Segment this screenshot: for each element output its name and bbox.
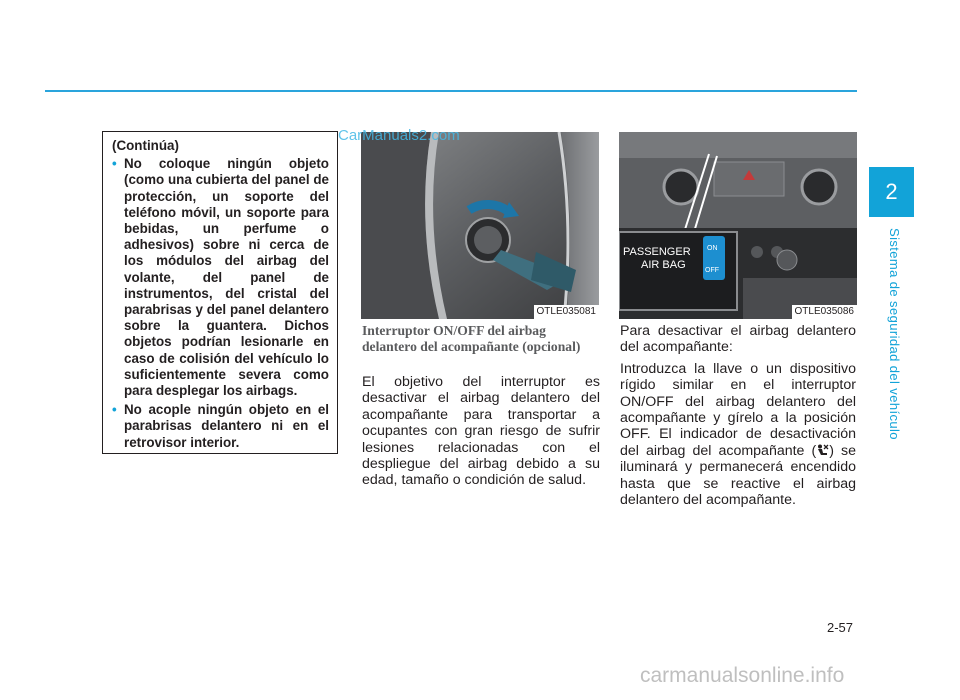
chapter-number-tab: 2 [869,167,914,217]
warning-list [112,156,329,451]
off-label: OFF [705,267,719,274]
paragraph: Para desactivar el airbag delantero del acompañante: [620,323,856,356]
dashboard-illustration [619,132,857,319]
passenger-label: PASSENGER [623,246,691,258]
warning-bullet-2 [112,402,329,451]
warning-bullet-1 [112,156,329,399]
chapter-title: Sistema de seguridad del vehículo [887,228,902,440]
page-number: 2-57 [827,620,854,635]
figure-code: OTLE035086 [792,305,858,319]
airbag-label: AIR BAG [641,259,686,271]
right-column-text [620,323,856,513]
figure-airbag-switch-key [361,132,599,319]
warning-text: No acople ningún objeto en el parabrisas delantero ni en el retrovisor interior. [124,402,329,450]
paragraph: El objetivo del interruptor es desactivar el airbag delantero del acompañante para transportar a ocupantes con gran riesgo de sufrir lesiones relacionadas con el despliegue del airbag debido a su edad, tamaño o condición de salud. [362,374,600,489]
paragraph-text: ) se iluminará y permanecerá encendido hasta que se reactive el airbag delantero del acompañante. [620,442,856,509]
continued-label: (Continúa) [112,138,179,153]
section-heading: Interruptor ON/OFF del airbag delantero del acompañante (opcional) [362,323,581,354]
bullet-icon: • [112,156,117,172]
on-label: ON [707,245,718,252]
paragraph-text: Introduzca la llave o un dispositivo rígido similar en el interruptor ON/OFF del airbag delantero del acompañante y gírelo a la posición OFF. El indicador de desactivación del airbag del acompañante ( [620,360,856,459]
bullet-icon: • [112,402,117,418]
warning-box [102,131,338,454]
watermark-top: CarManuals2.com [338,127,460,144]
figure-passenger-airbag-indicator [619,132,857,319]
airbag-off-indicator-icon [816,444,829,457]
warning-text: No coloque ningún objeto (como una cubierta del panel de protección, un soporte del teléfono móvil, un soporte para bebidas, un perfume o adhesivos) sobre ni cerca de los módulos del airbag del volante, del panel de instrumentos, del cristal del parabrisas y del panel delantero sobre la guantera. Dichos objetos podrían lesionarle en caso de colisión del vehículo lo suficientemente severa como para desplegar los airbags. [124,156,329,399]
watermark-bottom: carmanualsonline.info [640,664,845,687]
figure-code: OTLE035081 [534,305,600,319]
top-rule [45,90,857,92]
paragraph [620,361,856,509]
key-switch-illustration [361,132,599,319]
middle-column-text [362,374,600,489]
